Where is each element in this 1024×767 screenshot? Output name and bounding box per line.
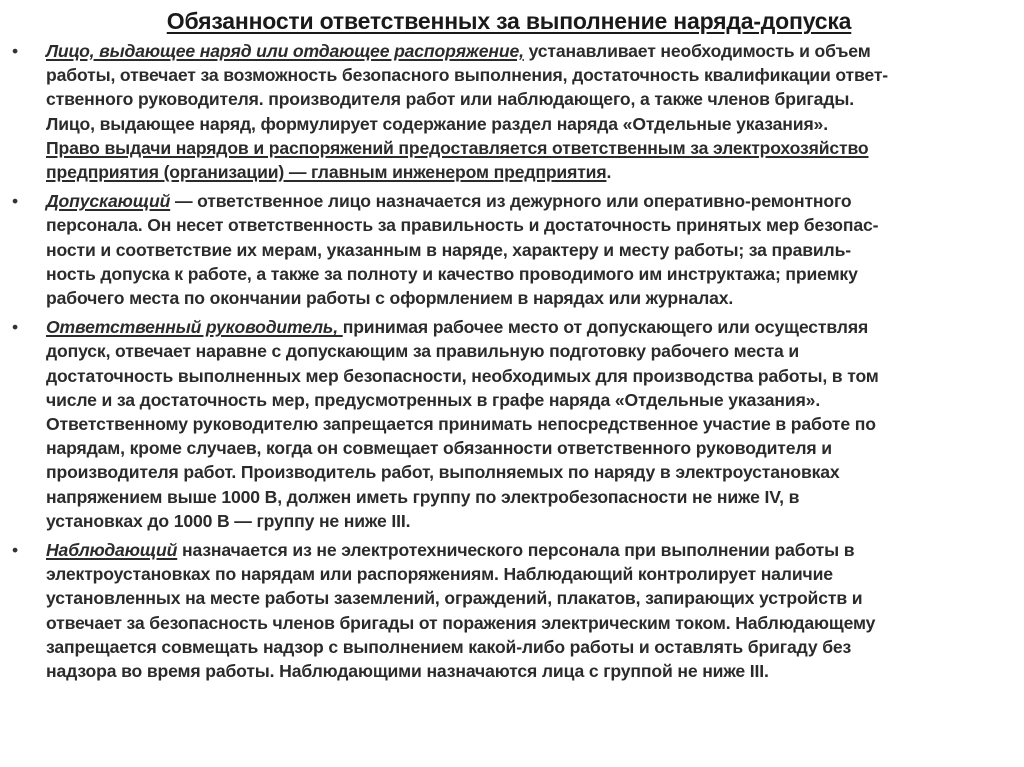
item-line: Лицо, выдающее наряд, формулирует содержание раздел наряда «Отдельные указания». xyxy=(46,113,828,134)
item-line: установленных на месте работы заземлений, ограждений, плакатов, запирающих устройств и xyxy=(46,588,863,609)
item-line: персонала. Он несет ответственность за правильность и достаточность принятых мер безопас- xyxy=(46,215,879,236)
item-line: надзора во время работы. Наблюдающими назначаются лица с группой не ниже III. xyxy=(46,661,769,682)
item-line: допуск, отвечает наравне с допускающим за правильную подготовку рабочего места и xyxy=(46,341,800,362)
item-line: напряжением выше 1000 В, должен иметь группу по электробезопасности не ниже IV, в xyxy=(46,486,800,507)
item-line: рабочего места по окончании работы с оформлением в нарядах или журналах. xyxy=(46,288,734,309)
item-underlined-text: предприятия (организации) — главным инженером предприятия xyxy=(46,162,607,183)
item-term: Лицо, выдающее наряд или отдающее распоряжение, xyxy=(46,41,524,61)
item-term: Ответственный руководитель, xyxy=(46,317,343,338)
item-line: устанавливает необходимость и объем xyxy=(523,41,871,61)
item-line: числе и за достаточность мер, предусмотренных в графе наряда «Отдельные указания». xyxy=(46,389,821,410)
list-item-issuer xyxy=(12,39,1006,184)
item-first-line xyxy=(46,538,1006,562)
item-line: нарядам, кроме случаев, когда он совмещает обязанности ответственного руководителя и xyxy=(46,438,832,459)
item-line: принимая рабочее место от допускающего или осуществляя xyxy=(342,317,869,338)
item-line: установках до 1000 В — группу не ниже III. xyxy=(46,510,411,531)
item-line: достаточность выполненных мер безопасности, необходимых для производства работы, в том xyxy=(46,365,879,386)
bullet-glyph: • xyxy=(12,191,19,212)
item-line: запрещается совмещать надзор с выполнением какой-либо работы и оставлять бригаду без xyxy=(46,636,852,657)
item-line: Ответственному руководителю запрещается принимать непосредственное участие в работе по xyxy=(46,414,876,435)
item-tail: . xyxy=(606,162,612,183)
item-line: — ответственное лицо назначается из дежурного или оперативно-ремонтного xyxy=(170,191,852,212)
item-line: отвечает за безопасность членов бригады от поражения электрическим током. Наблюдающему xyxy=(46,612,876,633)
item-line: ности и соответствие их мерам, указанным в наряде, характеру и месту работы; за правиль- xyxy=(46,239,851,260)
item-underlined-last-line xyxy=(46,160,1006,184)
item-term: Наблюдающий xyxy=(46,540,178,561)
item-line: назначается из не электротехнического персонала при выполнении работы в xyxy=(177,540,855,561)
list-item-observer xyxy=(12,538,1006,683)
bullet-glyph: • xyxy=(12,540,19,561)
list-item-responsible-manager xyxy=(12,315,1006,533)
slide-title: Обязанности ответственных за выполнение наряда-допуска xyxy=(166,8,852,34)
item-line: производителя работ. Производитель работ, выполняемых по наряду в электроустановках xyxy=(46,462,840,483)
item-underlined-line: Право выдачи нарядов и распоряжений предоставляется ответственным за электрохозяйство xyxy=(46,137,869,158)
item-line: ственного руководителя. производителя работ или наблюдающего, а также членов бригады. xyxy=(46,89,854,110)
item-first-line xyxy=(46,189,1006,213)
bullet-glyph: • xyxy=(12,41,19,61)
item-first-line xyxy=(46,315,1006,339)
duties-list xyxy=(12,39,1006,683)
item-line: электроустановках по нарядам или распоряжениям. Наблюдающий контролирует наличие xyxy=(46,564,833,585)
item-line: ность допуска к работе, а также за полноту и качество проводимого им инструктажа; приемку xyxy=(46,263,858,284)
item-line: работы, отвечает за возможность безопасного выполнения, достаточность квалификации ответ- xyxy=(46,65,889,86)
bullet-glyph: • xyxy=(12,317,19,338)
list-item-admitter xyxy=(12,189,1006,310)
item-term: Допускающий xyxy=(46,191,171,212)
item-first-line xyxy=(46,39,1006,63)
